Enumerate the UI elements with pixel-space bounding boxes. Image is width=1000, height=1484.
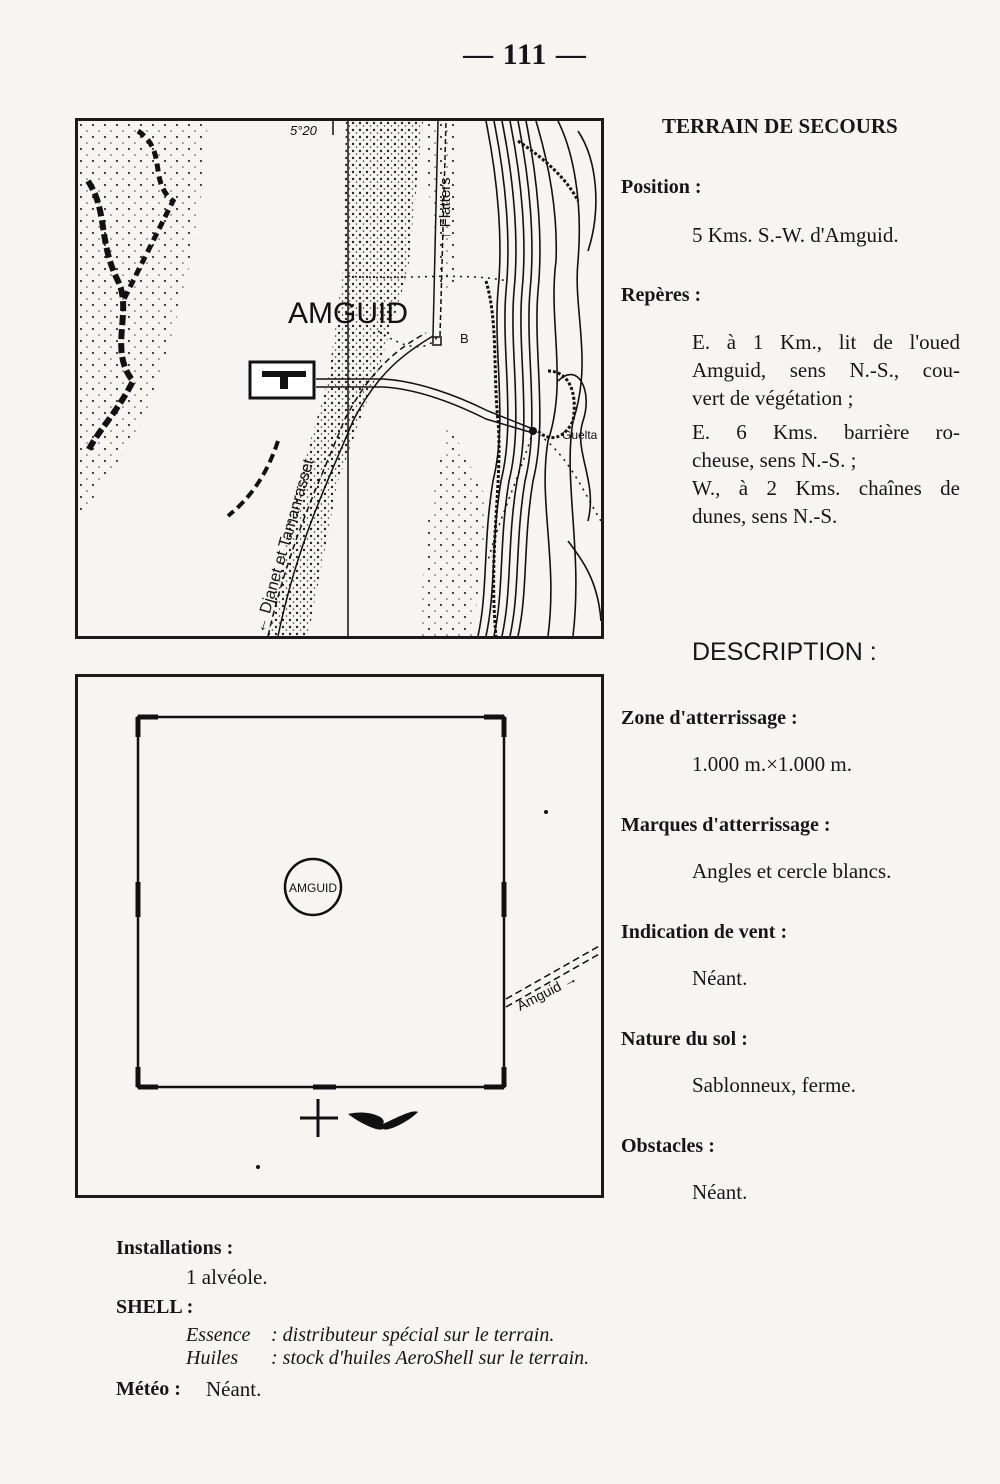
- reperes-heading: Repères :: [621, 284, 702, 306]
- meteo-text: Néant.: [206, 1377, 262, 1401]
- guelta-marker: [529, 427, 537, 435]
- map-longitude: 5°20: [290, 123, 317, 138]
- reperes-line-3: vert de végétation ;: [692, 386, 854, 410]
- position-text: 5 Kms. S.-W. d'Amguid.: [692, 223, 899, 247]
- dune-field: [78, 121, 278, 521]
- cross-marker: [300, 1099, 338, 1137]
- airfield-plan: [75, 674, 604, 1198]
- huiles-label: Huiles: [186, 1347, 239, 1369]
- map-place-name: AMGUID: [288, 297, 408, 330]
- meteo-heading: Météo :: [116, 1378, 181, 1400]
- map-drawing: [78, 121, 601, 636]
- section-title: TERRAIN DE SECOURS: [662, 114, 898, 138]
- position-heading: Position :: [621, 176, 702, 198]
- vent-heading: Indication de vent :: [621, 921, 788, 943]
- installations-text: 1 alvéole.: [186, 1265, 268, 1289]
- map-guelta-label: Guelta: [562, 428, 598, 442]
- page-number: — 111 —: [463, 38, 587, 71]
- circle-label: AMGUID: [289, 881, 337, 895]
- zone-text: 1.000 m.×1.000 m.: [692, 752, 853, 776]
- sol-heading: Nature du sol :: [621, 1028, 748, 1050]
- rocky-barrier: [478, 121, 601, 636]
- reperes-line-6: W., à 2 Kms. chaînes de: [692, 476, 960, 500]
- huiles-text: : stock d'huiles AeroShell sur le terrain.: [271, 1347, 590, 1369]
- marques-heading: Marques d'atterrissage :: [621, 814, 831, 836]
- obstacles-text: Néant.: [692, 1180, 748, 1204]
- shell-heading: SHELL :: [116, 1296, 194, 1318]
- plan-road-label: Amguid →: [514, 969, 580, 1014]
- essence-label: Essence: [186, 1324, 251, 1346]
- reperes-line-7: dunes, sens N.-S.: [692, 504, 838, 528]
- landing-zone-outline: [138, 717, 504, 1087]
- installations-heading: Installations :: [116, 1237, 234, 1259]
- reperes-line-4: E. 6 Kms. barrière ro-: [692, 420, 960, 444]
- marques-text: Angles et cercle blancs.: [692, 859, 892, 883]
- map-mark-b: B: [460, 331, 469, 346]
- plan-drawing: [78, 677, 601, 1195]
- description-heading: DESCRIPTION :: [692, 638, 877, 666]
- essence-text: : distributeur spécial sur le terrain.: [271, 1324, 555, 1346]
- sol-text: Sablonneux, ferme.: [692, 1073, 856, 1097]
- map-north-label: ↑ Flatters: [437, 177, 454, 239]
- reperes-line-1: E. à 1 Km., lit de l'oued: [692, 330, 960, 354]
- location-map: [75, 118, 604, 639]
- reperes-line-2: Amguid, sens N.-S., cou-: [692, 358, 960, 382]
- reperes-line-5: cheuse, sens N.-S. ;: [692, 448, 857, 472]
- airfield-symbol: [250, 362, 314, 398]
- map-road-label: ← Djanet et Tamanrasset: [251, 457, 318, 636]
- obstacles-heading: Obstacles :: [621, 1135, 715, 1157]
- vent-text: Néant.: [692, 966, 748, 990]
- shell-emblem-icon: [348, 1111, 418, 1129]
- corner-markers: [138, 717, 504, 1087]
- zone-heading: Zone d'atterrissage :: [621, 707, 798, 729]
